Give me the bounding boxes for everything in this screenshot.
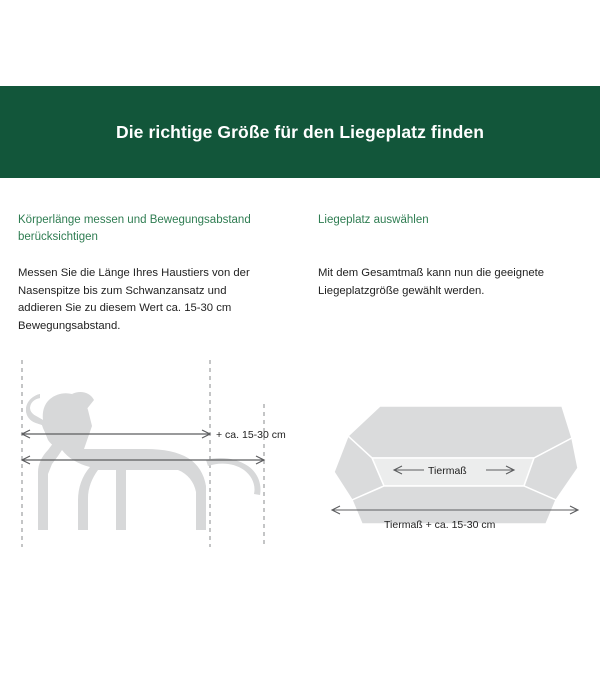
dog-figure-svg — [6, 352, 298, 562]
header-banner — [0, 86, 600, 178]
right-column-heading-block — [318, 212, 564, 229]
bed-figure-svg — [310, 398, 590, 538]
left-column-heading-block — [18, 212, 264, 246]
dog-measurement-figure — [6, 352, 298, 562]
left-column-body-block — [18, 265, 262, 335]
bed-measurement-figure — [310, 398, 590, 538]
right-column-body: Mit dem Gesamtmaß kann nun die geeignete Liegeplatzgröße gewählt werden. — [318, 267, 545, 297]
total-measure-label: Tiermaß + ca. 15-30 cm — [384, 519, 496, 531]
inner-measure-label: Tiermaß — [428, 465, 467, 477]
left-column-body: Messen Sie die Länge Ihres Haustiers von der Nasenspitze bis zum Schwanzansatz und addieren Sie zu diesem Wert ca. 15-30 cm Bewegungsabstand. — [18, 267, 250, 332]
page-title: Die richtige Größe für den Liegeplatz finden — [115, 121, 485, 142]
right-column-heading: Liegeplatz auswählen — [318, 214, 429, 226]
addition-label: + ca. 15-30 cm — [216, 429, 286, 441]
right-column-body-block — [318, 265, 556, 300]
dog-silhouette — [26, 392, 261, 530]
left-column-heading: Körperlänge messen und Bewegungsabstand berücksichtigen — [18, 214, 251, 243]
